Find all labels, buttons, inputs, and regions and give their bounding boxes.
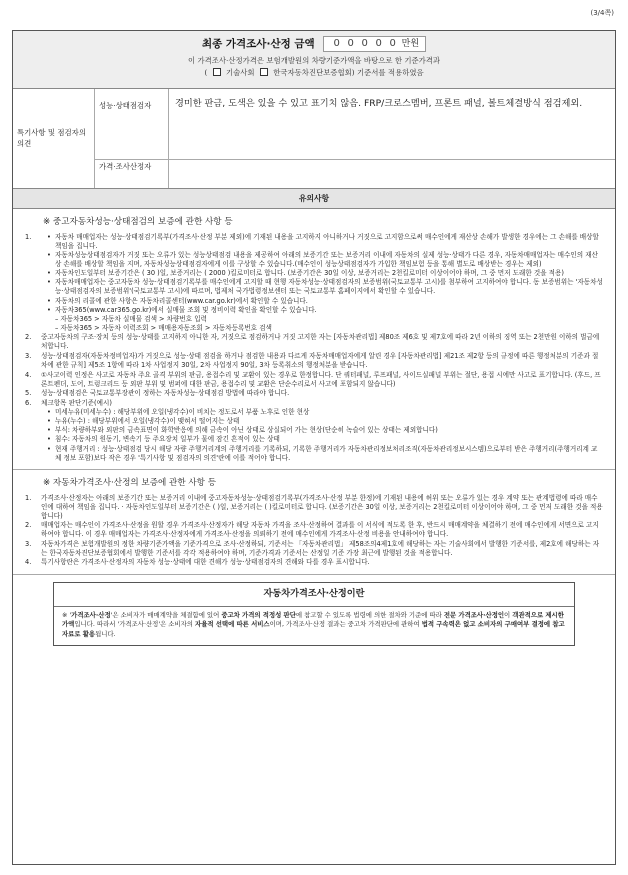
item-number: 1. <box>25 494 32 503</box>
list-item <box>25 540 603 558</box>
definition-part: 이며, 가격조사·산정 결과는 중고차 가격판단에 관하여 <box>269 620 422 629</box>
item-text: 체크항목 판단기준(예시) <box>41 399 112 408</box>
definition-part: 입니다. 따라서 '가격조사·산정'은 소비자의 <box>74 620 196 629</box>
bullet-text: 누유(누수) : 해당부위에서 오일(냉각수)이 맺혀서 떨어지는 상태 <box>55 417 240 426</box>
item-body <box>41 233 603 333</box>
definition-title: 자동차가격조사·산정이란 <box>54 583 574 607</box>
bullet-icon: • <box>47 269 51 278</box>
bullet-item <box>41 417 603 426</box>
definition-part: '은 소비자가 매매계약을 체결함에 있어 <box>110 610 222 619</box>
inspector-row <box>95 89 615 160</box>
price-section <box>13 31 615 89</box>
definition-emphasis: 법적 구속력은 없고 소비자의 구매여부 결정에 참고자료로 활용 <box>62 620 565 638</box>
item-text: 자동차가격은 보험개발원의 정한 차량기준가액을 기준가격으로 조사·산정하되, 기준서는 「자동차관리법」 제58조의4제1호에 해당하는 자는 기술사회에서 발행한 기준서를, 제2호에 해당하는 자는 한국자동차진단보증협회에서 발행한 기준서를 각각 적용하여야 하며, 기준가격과 기준서는 산정일 기준 가장 최근에 발행된 것을 적용합니다. <box>41 539 600 557</box>
sub-line: – 자동차365 > 자동차 이력조회 > 매매용자동조회 > 자동차등록번호 검색 <box>55 323 272 332</box>
item-number: 4. <box>25 558 32 567</box>
checkbox-engineers-association[interactable] <box>213 68 221 76</box>
bullet-text: 자동차365(www.car365.go.kr)에서 실매물 조회 및 정비이력 확인을 확인할 수 있습니다. <box>55 305 317 314</box>
item-number: 3. <box>25 352 32 361</box>
section-title: ※ 자동차가격조사·산정의 보증에 관한 사항 등 <box>43 478 217 489</box>
price-digit: 0 <box>361 38 368 50</box>
page-number: (3/4쪽) <box>590 9 614 17</box>
item-number: 1. <box>25 232 32 241</box>
bullet-item <box>41 306 603 315</box>
bullet-item <box>41 233 603 251</box>
bullet-icon: • <box>47 305 51 314</box>
item-text: ①사고이력 인정은 사고로 자동차 주요 골격 부위의 판금, 용접수리 및 교환이 있는 경우로 한정합니다. 단 쿼터패널, 루프패널, 사이드실패널 부위는 절단, 용접 시에만 사고로 표기합니다. (후드, 프론트펜더, 도어, 트렁크리드 등 외판 부위 및 범퍼에 대한 판금, 용접수리 및 교환은 단순수리로서 사고에 포함되지 않습니다) <box>41 370 601 388</box>
item-body <box>41 399 603 463</box>
item-number: 2. <box>25 521 32 530</box>
definition-wrap <box>13 575 615 647</box>
bullet-item <box>41 278 603 296</box>
definition-emphasis: 객관적으로 제시한 가액 <box>62 610 564 629</box>
appraiser-row <box>95 160 615 188</box>
price-line <box>13 36 615 52</box>
bullet-item <box>41 445 603 463</box>
list-item <box>25 333 603 351</box>
bullet-icon: • <box>47 426 51 435</box>
special-notes-rows <box>95 89 615 188</box>
item-text: 매매업자는 매수인이 가격조사·산정을 원할 경우 가격조사·산정자가 해당 자동차 가격을 조사·산정하여 결과를 이 서식에 적도록 한 후, 반드시 매매계약을 체결하기 전에 매수인에게 서면으로 고지하여야 합니다. 이 경우 매매업자는 가격조사·산정자에게 가격조사·산정을 의뢰하기 전에 매수인에게 가격조사·산정 비용을 안내하여야 합니다. <box>41 521 599 539</box>
price-unit: 만원 <box>401 38 420 49</box>
bullet-icon: • <box>47 251 51 260</box>
definition-part: 됩니다. <box>95 629 116 638</box>
section-list <box>13 233 615 469</box>
bullet-item <box>41 297 603 306</box>
section-list <box>13 494 615 574</box>
bullet-icon: • <box>47 278 51 287</box>
definition-emphasis: 자율적 선택에 따른 서비스 <box>195 620 270 629</box>
definition-box <box>53 582 575 647</box>
bullet-text: 부식: 차량하부와 외판의 금속표면이 화학반응에 의해 금속이 아닌 상태로 상실되어 가는 현상(단순히 녹슬어 있는 상태는 제외합니다) <box>55 426 438 435</box>
price-title: 최종 가격조사·산정 금액 <box>201 37 315 50</box>
sub-line: – 자동차365 > 자동차 실매물 검색 > 차량번호 입력 <box>55 314 207 323</box>
item-number: 6. <box>25 399 32 408</box>
list-item <box>25 233 603 333</box>
price-sub-line-2 <box>13 68 615 78</box>
bullet-item <box>41 435 603 444</box>
bullet-text: 현재 주행거리 : 성능·상태점검 당시 해당 자량 주행거리계의 주행거리를 기록하되, 기록한 주행거리가 자동차관리정보처리조직(자동차관리정보시스템)으로부터 받은 주행거리(주행거리계 교체 정보 포함)보다 작은 경우 '특기사항 및 점검자의 의견'란에 이를 적어야 합니다. <box>55 444 598 462</box>
definition-text <box>54 607 574 646</box>
bullet-icon: • <box>47 408 51 417</box>
definition-part: 이 <box>504 610 513 619</box>
list-item <box>25 494 603 521</box>
inspector-label: 성능·상태점검자 <box>95 89 169 159</box>
list-item <box>25 389 603 398</box>
checkbox-diagnosis-association[interactable] <box>260 68 268 76</box>
special-notes-label: 특기사항 및 점검자의 의견 <box>13 89 95 188</box>
list-item <box>25 399 603 463</box>
definition-emphasis: 가격조사·산정 <box>71 610 111 619</box>
appraiser-label: 가격·조사산정자 <box>95 160 169 188</box>
bullet-text: 침수: 자동차의 원동기, 변속기 등 주요장치 일부가 물에 잠긴 흔적이 있는 상태 <box>55 435 280 444</box>
form-frame <box>12 30 616 865</box>
bullet-icon: • <box>47 417 51 426</box>
price-warranty-section <box>13 470 615 575</box>
section-title: ※ 중고자동차성능·상태점검의 보증에 관한 사항 등 <box>43 217 233 227</box>
performance-warranty-section <box>13 209 615 470</box>
bullet-text: 자동차인도일부터 보증기간은 ( 30 )일, 보증거리는 ( 2000 )킬로미터로 합니다. (보증기간은 30일 이상, 보증거리는 2천킬로미터 이상이어야 하며, 그 중 먼저 도래한 것을 적용) <box>55 269 564 278</box>
bullet-text: 자동차의 리콜에 관한 사항은 자동차리콜센터(www.car.go.kr)에서 확인할 수 있습니다. <box>55 296 308 305</box>
bullet-icon: • <box>47 435 51 444</box>
definition-part: ※ ' <box>62 610 72 619</box>
item-text: 가격조사·산정자는 아래의 보증기간 또는 보증거리 이내에 중고자동차성능·상태점검기록부(가격조사·산정 부분 한정)에 기재된 내용에 허위 또는 오류가 있는 경우 계약 또는 관계법령에 따라 매수인에 대하여 책임을 집니다. · 자동차인도일부터 보증기간은 ( )일, 보증거리는 ( )킬로미터로 합니다. (보증기간은 30일 이상, 보증거리는 2천킬로미터 이상이어야 하며, 그 중 먼저 도래한 것을 적용합니다) <box>41 494 603 520</box>
bullet-text: 미세누유(미세누수) : 해당부위에 오일(냉각수)이 비치는 정도로서 부품 노후로 인한 현상 <box>55 408 310 417</box>
bullet-text: 자동차매매업자는 중고자동차 성능·상태점검기록부를 매수인에게 고지할 때 현행 자동차성능·상태점검자의 보증범위(국토교통부 고시)를 첨부하여 고지하여야 합니다. 동 보증범위는 '자동차성능·상태점검자의 보증범위'(국토교통부 고시)에 따르며, 법제처 국가법령정보센터 또는 국토교통부 홈페이지에서 확인할 수 있습니다. <box>55 278 603 296</box>
item-text: 중고자동차의 구조·장치 등의 성능·상태를 고지하지 아니한 자, 거짓으로 점검하거나 거짓 고지한 자는 [자동차관리법] 제80조 제6호 및 제7호에 따라 2년 이하의 징역 또는 2천만원 이하의 벌금에 처합니다. <box>41 333 600 351</box>
bullet-icon: • <box>47 296 51 305</box>
list-item <box>25 352 603 370</box>
option-diagnosis-association: 한국자동차진단보증협회) 기준서를 적용하였음 <box>273 68 424 78</box>
bullet-icon: • <box>47 232 51 241</box>
definition-part: 에 참고할 수 있도록 법령에 의한 절차와 기준에 따라 <box>295 610 444 619</box>
notice-header: 유의사항 <box>13 189 615 209</box>
item-number: 3. <box>25 539 32 548</box>
list-item <box>25 371 603 389</box>
price-sub-line-1: 이 가격조사·산정가격은 보험개발원의 차량기준가액을 바탕으로 한 기준가격과 <box>187 56 441 65</box>
item-number: 4. <box>25 370 32 379</box>
item-text: 성능·상태점검자(자동차정비업자)가 거짓으로 성능·상태 점검을 하거나 점검한 내용과 다르게 자동차매매업자에게 알린 경우 [자동차관리법] 제21조 제2항 등의 규정에 따른 행정처분의 기준과 절차에 관한 규칙] 제5조 1항에 따라 1차 사업정지 30일, 2차 사업정지 90일, 3차 등록취소의 행정처분을 받습니다. <box>41 352 599 370</box>
inspector-opinion[interactable]: 경미한 판금, 도색은 있을 수 있고 표기치 않음. FRP/크로스멤버, 프론트 패널, 볼트체결방식 점검제외. <box>175 98 583 109</box>
bullet-item <box>41 251 603 269</box>
bullet-item <box>41 408 603 417</box>
definition-emphasis: 중고차 가격의 적정성 판단 <box>221 610 296 619</box>
bullet-icon: • <box>47 444 51 453</box>
price-digit: 0 <box>389 38 396 50</box>
option-engineers-association: 기술사회 <box>225 68 255 78</box>
appraiser-opinion[interactable] <box>169 160 615 188</box>
item-number: 2. <box>25 333 32 342</box>
item-text: 특기사항란은 가격조사·산정자의 자동차 성능·상태에 대한 견해가 성능·상태점검자의 견해와 다를 경우 표시합니다. <box>41 558 370 567</box>
bullet-item <box>41 269 603 278</box>
bullet-text: 자동차성능상태점검자가 거짓 또는 오류가 있는 성능상태점검 내용을 제공하여 아래의 보증기간 또는 보증거리 이내에 자동차의 실제 성능·상태가 다른 경우, 자동차매매업자는 매수인의 재산상 손해를 배상할 책임을 지며, 자동차성능상태점검자에게 이를 구상할 수 있습니다.(매수인이 성능상태점검자가 가입한 책임보험 등을 통해 별도로 배상받는 경우는 제외) <box>55 251 598 269</box>
special-notes-section <box>13 89 615 189</box>
open-paren: ( <box>204 68 208 78</box>
item-number: 5. <box>25 389 32 398</box>
list-item <box>25 521 603 539</box>
list-item <box>25 558 603 567</box>
price-digit: 0 <box>375 38 382 50</box>
definition-emphasis: 전문 가격조사·산정인 <box>443 610 505 619</box>
price-digit: 0 <box>333 38 340 50</box>
item-text: 성능·상태점검은 국토교통부장관이 정하는 자동차성능·상태점검 방법에 따라야 합니다. <box>41 389 290 398</box>
price-digit: 0 <box>347 38 354 50</box>
bullet-text: 자동차 매매업자는 성능·상태점검기록부(가격조사·산정 부분 제외)에 기재된 내용을 고지하지 아니하거나 거짓으로 고지함으로써 매수인에게 재산상 손해가 발생한 경우에는 그 손해를 배상할 책임을 집니다. <box>55 232 599 250</box>
price-digits[interactable] <box>323 36 426 52</box>
